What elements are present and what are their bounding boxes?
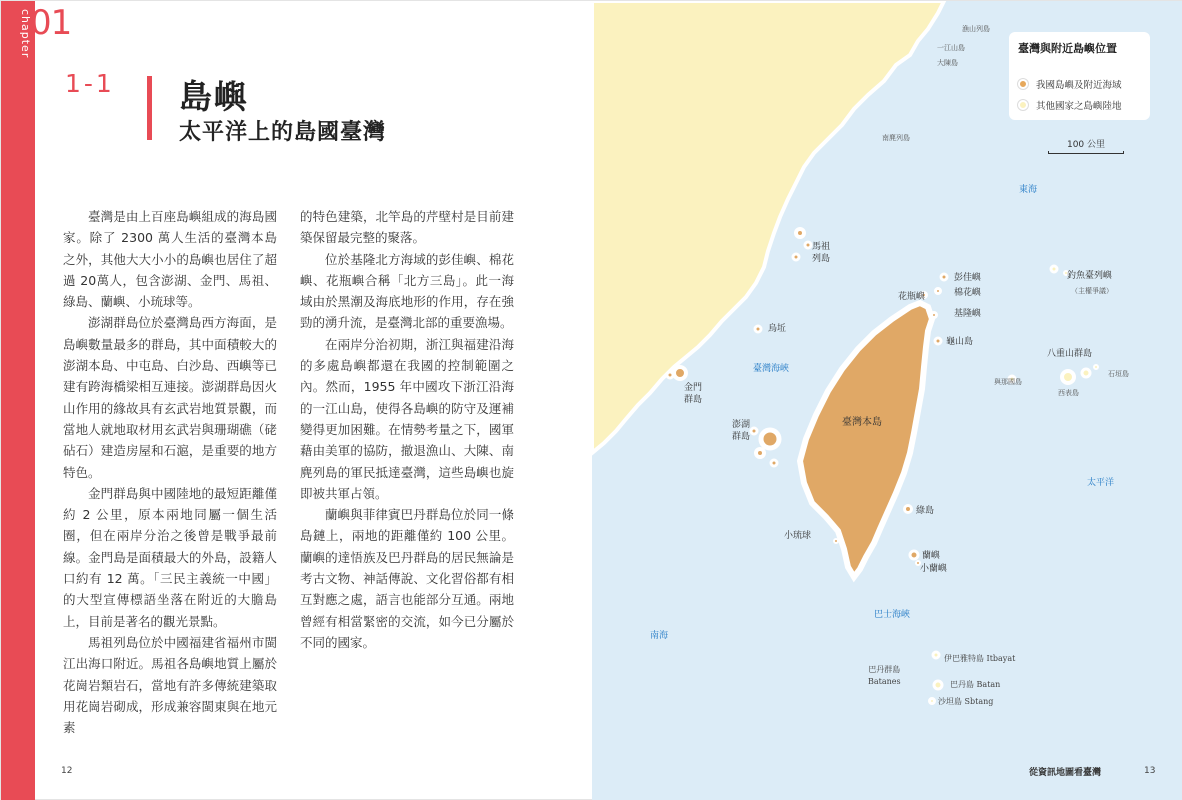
paragraph-continued: 的特色建築，北竿島的芹壁村是目前建築保留最完整的聚落。 xyxy=(300,209,514,246)
label-east-china-sea: 東海 xyxy=(1019,185,1038,195)
paragraph: 蘭嶼與菲律賓巴丹群島位於同一條島鏈上，兩地的距離僅約 100 公里。蘭嶼的達悟族及巴丹群島的居民無論是考古文物、神話傳說、文化習俗都有相互對應之處，語言也能部分互通。兩地曾經有相當緊密的交流，如今已分屬於不同的國家。 xyxy=(300,507,514,650)
label-xiaoliuqiu: 小琉球 xyxy=(784,531,812,541)
label-xiaolanyu: 小蘭嶼 xyxy=(920,564,948,574)
label-yaeyama: 八重山群島 xyxy=(1047,349,1093,359)
body-column-2 xyxy=(300,206,514,653)
running-head: 從資訊地圖看臺灣 xyxy=(1029,768,1102,778)
label-mianhua: 棉花嶼 xyxy=(954,288,982,298)
body-column-1 xyxy=(63,206,277,738)
title-accent-bar xyxy=(147,76,152,140)
label-yonaguni: 與那國島 xyxy=(994,378,1022,386)
scale-label: 100 公里 xyxy=(1066,140,1106,150)
label-yushan: 漁山列島 xyxy=(962,25,990,33)
paragraph: 臺灣是由上百座島嶼組成的海島國家。除了 2300 萬人生活的臺灣本島之外，其他大大小小的島嶼也居住了超過 20萬人，包含澎湖、金門、馬祖、綠島、蘭嶼、小琉球等。 xyxy=(63,209,277,310)
legend-item-taiwan xyxy=(1018,77,1122,91)
section-title: 島嶼 xyxy=(179,77,249,116)
label-nanji: 南麂列島 xyxy=(882,134,910,142)
keelung-island xyxy=(932,313,937,318)
mianhua-island xyxy=(936,289,941,294)
label-guishan: 龜山島 xyxy=(946,337,974,347)
label-pacific: 太平洋 xyxy=(1087,478,1115,488)
label-lyudao: 綠島 xyxy=(916,506,935,516)
chapter-number: 01 xyxy=(30,3,72,43)
chapter-tab xyxy=(1,1,35,800)
paragraph: 澎湖群島位於臺灣島西方海面，是島嶼數量最多的群島，其中面積較大的澎湖本島、中屯島、白沙島、西嶼等已建有跨海橋梁相互連接。澎湖群島因火山作用的緣故具有玄武岩地質景觀，而當地人就地取材用玄武岩與珊瑚礁（硓砧石）建造房屋和石滬，是重要的地方特色。 xyxy=(63,315,277,480)
label-sabtang: 沙坦島 Sbtang xyxy=(938,697,994,706)
legend-label: 其他國家之島嶼陸地 xyxy=(1036,101,1122,112)
paragraph: 馬祖列島位於中國福建省福州市閩江出海口附近。馬祖各島嶼地質上屬於花崗岩類岩石，當地有許多傳統建築取用花崗岩砌成，形成兼容閩東與在地元素 xyxy=(63,634,277,736)
label-iriomote: 西表島 xyxy=(1058,389,1079,397)
paragraph: 金門群島與中國陸地的最短距離僅約 2 公里，原本兩地同屬一個生活圈，但在兩岸分治之後曾是戰爭最前線。金門島是面積最大的外島，設籍人口約有 12 萬。「三民主義統一中國」的大型宣傳標語坐落在附近的大膽島上，目前是著名的觀光景點。 xyxy=(63,485,277,629)
label-ishigaki: 石垣島 xyxy=(1108,370,1129,378)
label-batanes: 巴丹群島 Batanes xyxy=(868,665,901,686)
label-diaoyu: 釣魚臺列嶼 xyxy=(1067,271,1113,281)
pengjia-island xyxy=(941,274,947,280)
label-matsu: 馬祖 列島 xyxy=(812,242,831,264)
label-taiwan-strait: 臺灣海峽 xyxy=(753,364,790,374)
legend-label: 我國島嶼及附近海域 xyxy=(1036,80,1122,91)
paragraph: 位於基隆北方海域的彭佳嶼、棉花嶼、花瓶嶼合稱「北方三島」。此一海域由於黑潮及海底地形的作用，存在強勁的湧升流，是臺灣北部的重要漁場。 xyxy=(300,251,514,331)
wuqiu-island xyxy=(755,326,761,332)
lanyu-island xyxy=(910,551,918,559)
label-huaping: 花瓶嶼 xyxy=(898,292,926,302)
label-wuqiu: 烏坵 xyxy=(768,324,787,334)
label-penghu: 澎湖 群島 xyxy=(732,420,751,442)
chapter-label: chapter xyxy=(19,9,32,59)
legend-swatch-taiwan xyxy=(1018,79,1028,89)
label-taiwan-main: 臺灣本島 xyxy=(842,417,882,428)
scale-bar xyxy=(1048,151,1124,154)
guishan-island xyxy=(935,338,941,344)
label-dachen: 大陳島 xyxy=(937,59,958,67)
legend-swatch-other xyxy=(1018,100,1028,110)
xiaoliuqiu-island xyxy=(834,539,838,543)
page-number-right: 13 xyxy=(1144,766,1156,776)
legend-item-other xyxy=(1018,98,1122,112)
label-yijiangshan: 一江山島 xyxy=(937,44,965,52)
label-batan: 巴丹島 Batan xyxy=(950,680,1001,689)
section-subtitle: 太平洋上的島國臺灣 xyxy=(179,120,387,145)
label-itbayat: 伊巴雅特島 Itbayat xyxy=(944,654,1016,663)
lyudao-island xyxy=(905,506,912,513)
label-pengjia: 彭佳嶼 xyxy=(954,273,982,283)
section-number: 1-1 xyxy=(65,69,115,98)
map-legend xyxy=(1009,32,1150,120)
label-diaoyu-note: （主權爭議） xyxy=(1071,287,1113,295)
label-kinmen: 金門 群島 xyxy=(684,383,703,405)
page-number-left: 12 xyxy=(61,766,73,776)
label-keelung: 基隆嶼 xyxy=(954,309,982,319)
label-bashi-channel: 巴士海峽 xyxy=(874,610,911,620)
taiwan-islands-map xyxy=(592,1,1182,800)
label-south-china-sea: 南海 xyxy=(650,631,669,641)
paragraph: 在兩岸分治初期，浙江與福建沿海的多處島嶼都還在我國的控制範圍之內。然而，1955 年中國攻下浙江沿海的一江山島，使得各島嶼的防守及運補變得更加困難。在情勢考量之下，國軍藉由美軍的協防，撤退漁山、大陳、南麂列島的軍民抵達臺灣，這些島嶼也旋即被共軍占領。 xyxy=(300,336,514,501)
label-lanyu: 蘭嶼 xyxy=(922,551,941,561)
legend-title: 臺灣與附近島嶼位置 xyxy=(1018,42,1117,55)
